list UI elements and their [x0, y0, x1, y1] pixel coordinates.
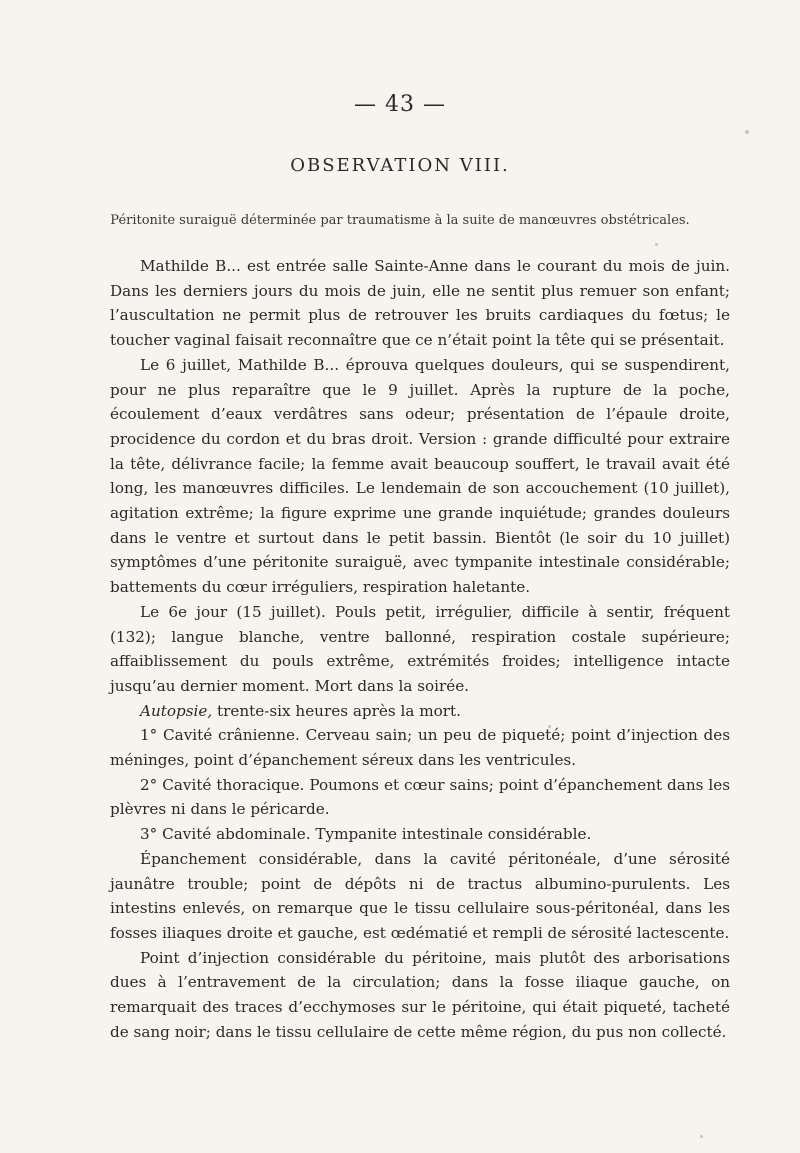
section-cranial: 1° Cavité crânienne. Cerveau sain; un peu de piqueté; point d’injection des méninges, point d’épanchement séreux dans les ventricules.	[110, 726, 730, 770]
paper-speck	[548, 725, 551, 728]
autopsy-label: Autopsie,	[140, 701, 213, 720]
paper-speck	[655, 243, 658, 246]
autopsy-text: trente-six heures après la mort.	[212, 701, 461, 720]
section-abdominal: 3° Cavité abdominale. Tympanite intestinale considérable.	[140, 825, 592, 844]
paragraph-sixth-day: Le 6e jour (15 juillet). Pouls petit, irrégulier, difficile à sentir, fréquent (132); langue blanche, ventre ballonné, respiration costale supérieure; affaiblissement du pouls extrême, extrémités froides; intelligence intacte jusqu’au dernier moment. Mort dans la soirée.	[110, 602, 730, 695]
paragraph-admission: Mathilde B... est entrée salle Sainte-Anne dans le courant du mois de juin. Dans les derniers jours du mois de juin, elle ne sentit plus remuer son enfant; l’auscultation ne permit plus de retrouver les bruits cardiaques du fœtus; le toucher vaginal faisait reconnaître que ce n’était point la tête qui se présentait.	[110, 257, 730, 350]
paragraph-autopsy	[110, 699, 730, 724]
observation-subtitle: Péritonite suraiguë déterminée par traumatisme à la suite de manœuvres obstétricales.	[110, 213, 690, 228]
section-thoracic: 2° Cavité thoracique. Poumons et cœur sains; point d’épanchement dans les plèvres ni dans le péricarde.	[110, 775, 730, 819]
observation-title: OBSERVATION VIII.	[290, 155, 510, 176]
paper-speck	[700, 1135, 703, 1138]
body-text	[110, 254, 730, 1045]
paragraph-injection: Point d’injection considérable du péritoine, mais plutôt des arborisations dues à l’entravement de la circulation; dans la fosse iliaque gauche, on remarquait des traces d’ecchymoses sur le péritoine, qui était piqueté, tacheté de sang noir; dans le tissu cellulaire de cette même région, du pus non collecté.	[110, 948, 730, 1041]
paragraph-labor: Le 6 juillet, Mathilde B... éprouva quelques douleurs, qui se suspendirent, pour ne plus reparaître que le 9 juillet. Après la rupture de la poche, écoulement d’eaux verdâtres sans odeur; présentation de l’épaule droite, procidence du cordon et du bras droit. Version : grande difficulté pour extraire la tête, délivrance facile; la femme avait beaucoup souffert, le travail avait été long, les manœuvres difficiles. Le lendemain de son accouchement (10 juillet), agitation extrême; la figure exprime une grande inquiétude; grandes douleurs dans le ventre et surtout dans le petit bassin. Bientôt (le soir du 10 juillet) symptômes d’une péritonite suraiguë, avec tympanite intestinale considérable; battements du cœur irréguliers, respiration haletante.	[110, 355, 730, 597]
paragraph-effusion: Épanchement considérable, dans la cavité péritonéale, d’une sérosité jaunâtre trouble; point de dépôts ni de tractus albumino-purulents. Les intestins enlevés, on remarque que le tissu cellulaire sous-péritonéal, dans les fosses iliaques droite et gauche, est œdématié et rempli de sérosité lactescente.	[110, 849, 730, 942]
page-number: — 43 —	[354, 92, 446, 117]
paper-speck	[745, 130, 749, 134]
